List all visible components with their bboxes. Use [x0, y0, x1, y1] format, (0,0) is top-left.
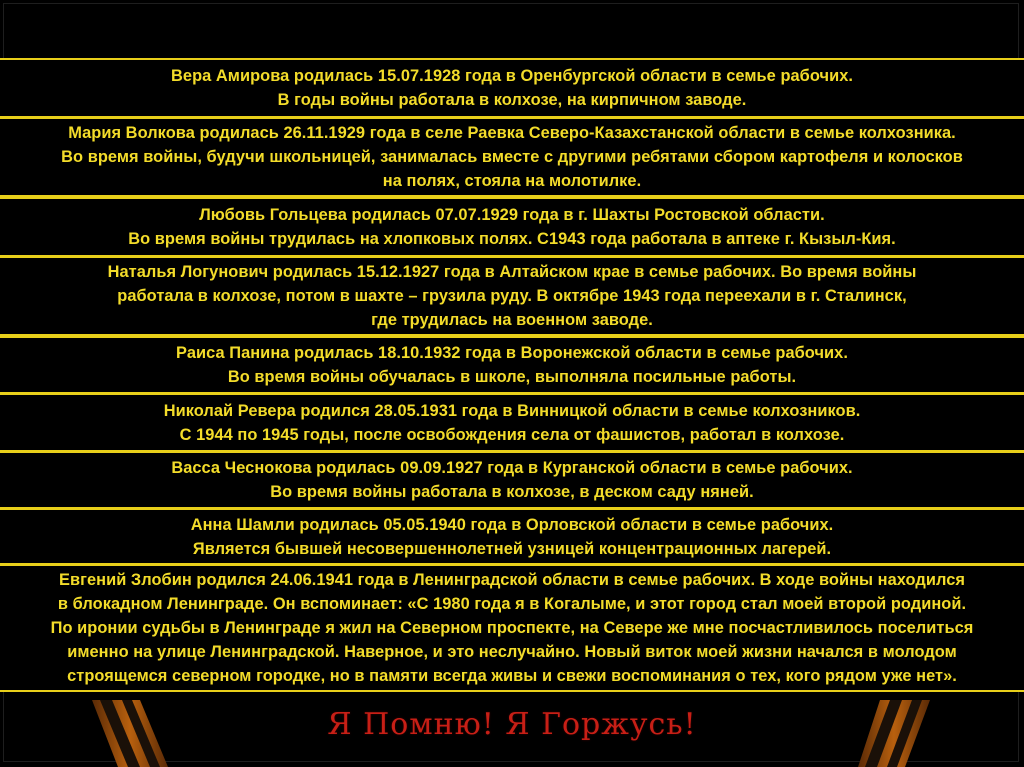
biography-line: именно на улице Ленинградской. Наверное, и это неслучайно. Новый виток моей жизни начался в молодом — [67, 643, 957, 661]
biography-line: Евгений Злобин родился 24.06.1941 года в Ленинградской области в семье рабочих. В ходе войны находился — [58, 571, 966, 589]
biography-line: Является бывшей несовершеннолетней узницей концентрационных лагерей. — [192, 539, 832, 558]
biography-row — [0, 256, 1024, 336]
biography-line: где трудилась на военном заводе. — [371, 311, 653, 329]
biography-row — [0, 393, 1024, 452]
biography-row — [0, 117, 1024, 197]
biography-line: С 1944 по 1945 годы, после освобождения села от фашистов, работал в колхозе. — [179, 425, 845, 444]
biography-line: Наталья Логунович родилась 15.12.1927 года в Алтайском крае в семье рабочих. Во время войны — [107, 263, 917, 281]
biography-line: Раиса Панина родилась 18.10.1932 года в Воронежской области в семье рабочих. — [176, 344, 848, 362]
biography-line: Мария Волкова родилась 26.11.1929 года в селе Раевка Северо-Казахстанской области в семье колхозника. — [68, 124, 956, 142]
biography-line: Любовь Гольцева родилась 07.07.1929 года в г. Шахты Ростовской области. — [199, 206, 825, 224]
biography-line: Анна Шамли родилась 05.05.1940 года в Орловской области в семье рабочих. — [190, 515, 834, 534]
biography-line: в блокадном Ленинграде. Он вспоминает: «С 1980 года я в Когалыме, и этот город стал моей второй родиной. — [57, 595, 967, 613]
biography-row — [0, 564, 1024, 692]
biography-line: Во время войны работала в колхозе, в деском саду няней. — [270, 483, 754, 501]
biography-row — [0, 197, 1024, 257]
biography-line: В годы войны работала в колхозе, на кирпичном заводе. — [277, 91, 747, 109]
biography-line: Вера Амирова родилась 15.07.1928 года в Оренбургской области в семье рабочих. — [171, 67, 853, 85]
motto-text: Я Помню! Я Горжусь! — [327, 707, 697, 742]
biography-row — [0, 508, 1024, 565]
biography-row — [0, 451, 1024, 509]
biography-line: работала в колхозе, потом в шахте – грузила руду. В октябре 1943 года переехали в г. Сталинск, — [117, 287, 907, 305]
biography-line: Васса Чеснокова родилась 09.09.1927 года в Курганской области в семье рабочих. — [171, 459, 853, 477]
biography-line: на полях, стояла на молотилке. — [382, 172, 642, 190]
biography-line: По иронии судьбы в Ленинграде я жил на Северном проспекте, на Севере же мне посчастливилось поселиться — [50, 619, 974, 637]
biography-row — [0, 58, 1024, 118]
biography-row — [0, 336, 1024, 394]
biography-line: Николай Ревера родился 28.05.1931 года в Винницкой области в семье колхозников. — [163, 401, 861, 420]
biography-line: Во время войны, будучи школьницей, занималась вместе с другими ребятами сбором картофеля и колосков — [61, 148, 963, 166]
biography-line: Во время войны обучалась в школе, выполняла посильные работы. — [227, 368, 797, 386]
biography-line: Во время войны трудилась на хлопковых полях. С1943 года работала в аптеке г. Кызыл-Кия. — [128, 230, 896, 248]
biography-line: строящемся северном городке, но в памяти всегда живы и свежи воспоминания о тех, кого рядом уже нет». — [67, 667, 957, 685]
